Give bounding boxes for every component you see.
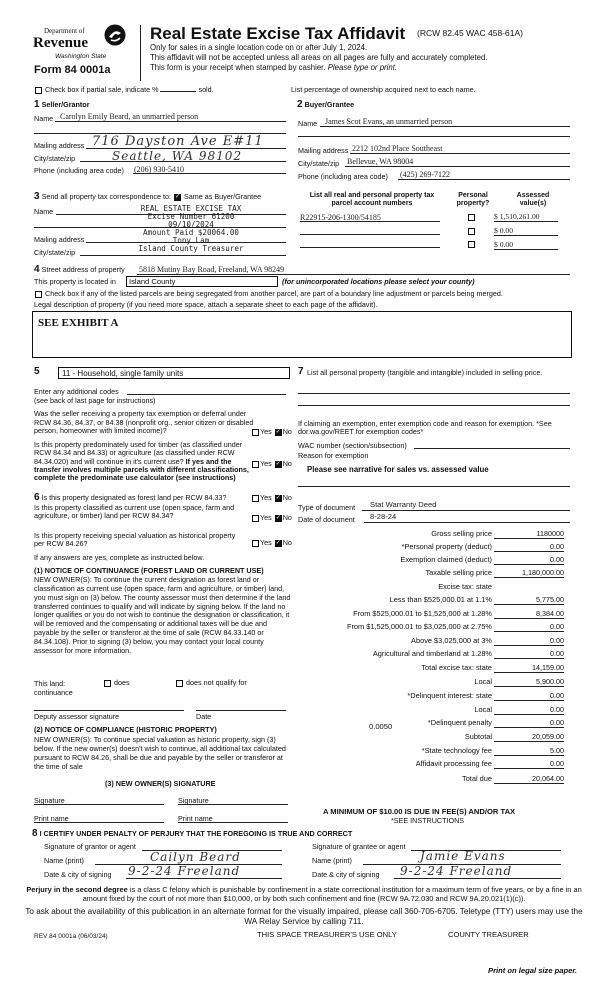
sec5-q2 [34,441,254,482]
sec5-q1-yes[interactable] [252,429,259,436]
sec6-q3: Is this property receiving special valuation as historical property per RCW 84.26? [34,531,236,549]
state-name: Washington State [55,53,107,60]
doc-type-label: Type of document [298,503,356,512]
grantor-name-label: Name (print) [44,856,84,865]
ownership-note: List percentage of ownership acquired next to each name. [291,85,476,94]
calc-label: *Delinquent interest: state [407,691,492,700]
sec3-label: Send all property tax correspondence to: [41,192,172,201]
tax-calculation [298,530,570,830]
new-owner-signature-2: Signature [178,796,209,805]
calc-value[interactable]: 1180000 [536,529,564,538]
stamp-line-1: REAL ESTATE EXCISE TAX [140,204,242,213]
qualify-does [103,679,130,687]
county-treasurer: COUNTY TREASURER [448,930,529,939]
sec6-q1-no[interactable] [275,495,282,502]
calc-label: Excise tax: state [438,582,492,591]
revision-number: REV 84 0001a (06/03/24) [34,933,108,940]
local-rate: 0.0050 [369,722,393,731]
grantor-date-label: Date & city of signing [44,870,112,879]
sec7-label: List all personal property (tangible and intangible) included in selling price. [307,368,543,377]
calc-value[interactable]: 20,059.00 [532,732,564,741]
sec6-q3-answer [251,539,292,547]
grantor-name-field[interactable]: Cailyn Beard [150,850,241,864]
sec4-street-row: 4 Street address of property [34,264,125,275]
assessed-value-2[interactable]: $ 0.00 [494,226,513,235]
new-owner-signature-1: Signature [34,796,65,805]
calc-label: Taxable selling price [425,568,492,577]
personal-property-checkbox-2[interactable] [468,228,475,235]
sec6-q2: Is this property classified as current use (open space, farm and agriculture, or timber) land per RCW 84.34? [34,503,235,521]
buyer-heading-text: Buyer/Grantee [304,100,355,109]
subtitle-3 [150,64,397,73]
stamp-line-4: Amount Paid $20064.00 [142,227,239,237]
revenue-logo [104,24,126,46]
see-instructions: *SEE INSTRUCTIONS [391,816,465,825]
subtitle-3-text: This form is your receipt when stamped by cashier. [150,63,326,72]
buyer-phone-label: Phone (including area code) [298,172,388,181]
no-label: No [282,538,292,547]
land-use-code-value: 11 - Household, single family units [62,369,184,378]
yes-label: Yes [260,513,272,522]
subtitle-1: Only for sales in a single location code on or after July 1, 2024. [150,43,368,52]
legal-desc-label: Legal description of property (if you need more space, attach a separate sheet to each page of the affidavit). [34,300,378,309]
partial-sale-sold: sold. [198,85,214,94]
doc-type-field[interactable]: Stat Warranty Deed [370,500,437,509]
assessed-value-3[interactable]: $ 0.00 [494,240,513,249]
calc-label: Above $3,025,000 at 3% [411,636,492,645]
sec6-q1-answer [251,494,292,502]
addl-codes-label: Enter any additional codes [34,387,119,396]
seller-heading: 1 Seller/Grantor [34,99,90,110]
buyer-name-field[interactable]: James Scot Evans, an unmarried person [325,117,453,126]
calc-label: From $1,525,000.01 to $3,025,000 at 2.75% [346,622,492,631]
sec6-q2-answer [251,514,292,522]
buyer-heading: 2 Buyer/Grantee [297,99,355,110]
land-use-code-select[interactable] [58,367,290,379]
segregate-checkbox[interactable] [35,291,42,298]
parcel-col-header: List all real and personal property tax parcel account numbers [309,192,435,208]
notice1-title: (1) NOTICE OF CONTINUANCE (FOREST LAND OR CURRENT USE) [34,566,264,575]
partial-sale-row [34,86,214,94]
calc-value[interactable]: 5,900.00 [536,677,564,686]
no-label: No [282,459,292,468]
calc-value[interactable]: 0.00 [550,555,564,564]
stamp-line-3: 09/10/2024 [168,219,214,229]
sec5-q1-answer [251,428,292,436]
minimum-due: A MINIMUM OF $10.00 IS DUE IN FEE(S) AND/OR TAX [323,807,516,816]
doc-date-label: Date of document [298,515,355,524]
stamp-line-6: Island County Treasurer [138,243,244,253]
segregate-row [34,290,503,298]
calc-value[interactable]: 20,064.00 [532,774,564,783]
grantor-date-field[interactable]: 9-2-24 Freeland [128,864,241,878]
sec8-certify-text: I CERTIFY UNDER PENALTY OF PERJURY THAT THE FOREGOING IS TRUE AND CORRECT [39,829,353,838]
perjury-text: is a class C felony which is punishable by confinement in a state correctional institution for a maximum term of five years, or by a fine in an amount fixed by the court of not more than $10,000, or by both such confinement and fine (RCW 9A.72.030 and RCW 9A.20.021(1)(c)). [82,885,582,903]
segregate-label: Check box if any of the listed parcels are being segregated from another parcel, are part of a boundary line adjustment or parcels being merged. [45,289,503,298]
stamp-line-5: Tony Lam [172,235,210,245]
calc-label: Agricultural and timberland at 1.28% [372,649,492,658]
seller-heading-text: Seller/Grantor [41,100,90,109]
notice2-body: NEW OWNER(S): To continue special valuation as historic property, sign (3) below. If the new owner(s) doesn't wish to continue, all additional tax calculated pursuant to RCW 84.26, shall be due and payable by the seller or transferor at the time of sale [34,735,286,771]
grantee-signature-label: Signature of grantee or agent [312,842,406,851]
sec4-located-note: (for unincorporated locations please select your county) [282,277,475,286]
yes-label: Yes [260,427,272,436]
grantee-date-label: Date & city of signing [312,870,380,879]
county-select[interactable] [126,276,278,287]
sec5-q2-answer [251,460,292,468]
calc-value[interactable]: 0.00 [550,705,564,714]
seller-name-label: Name [34,114,54,123]
partial-sale-checkbox[interactable] [35,87,42,94]
narrative-text: Please see narrative for sales vs. assessed value [307,465,489,474]
buyer-city-label: City/state/zip [298,159,340,168]
sec5-q2-yes[interactable] [252,461,259,468]
calc-label: *State technology fee [421,746,492,755]
grantee-date-field[interactable]: 9-2-24 Freeland [400,864,513,878]
sec6-q3-yes[interactable] [252,540,259,547]
seller-mailing-field[interactable]: 716 Dayston Ave E#11 [92,134,264,149]
calc-value[interactable]: 1,180,000.00 [522,568,564,577]
calc-value[interactable]: 8,384.00 [536,609,564,618]
personal-col-header: Personal property? [456,192,490,208]
sec6-q1: 6 Is this property designated as forest land per RCW 84.33? [34,492,227,503]
parcel-number-field[interactable]: R22915-206-1300/54185 [300,213,381,222]
seller-city-field[interactable]: Seattle, WA 98102 [112,149,243,163]
sec4-street-label: Street address of property [41,265,125,274]
buyer-city-field[interactable]: Bellevue, WA 98004 [347,157,414,166]
calc-value[interactable]: 0.00 [550,542,564,551]
partial-sale-label: Check box if partial sale, indicate % [45,85,159,94]
perjury-bold: Perjury in the second degree [26,885,128,894]
deputy-signature-label: Deputy assessor signature [34,712,120,721]
notice2-title: (2) NOTICE OF COMPLIANCE (HISTORIC PROPERTY) [34,725,217,734]
form-number: Form 84 0001a [34,64,111,76]
buyer-mailing-field[interactable]: 2212 102nd Place Southeast [352,144,443,153]
assessed-value-1[interactable]: $ 1,510,261.00 [494,212,540,221]
buyer-name-label: Name [298,119,318,128]
seller-mailing-label: Mailing address [34,141,85,150]
legal-description-text: SEE EXHIBIT A [38,317,119,329]
no-label: No [282,513,292,522]
sec3-heading: 3 Send all property tax correspondence to: ✓ Same as Buyer/Grantee [34,191,261,203]
dept-line: Department of [44,27,85,35]
perjury-notice [24,886,584,904]
sec6-ifany: If any answers are yes, complete as instructed below. [34,553,205,562]
sec3-city-label: City/state/zip [34,248,76,257]
calc-value[interactable]: 0.00 [550,718,564,727]
new-owner-print-2: Print name [178,814,213,823]
excise-paid-stamp [116,205,266,253]
calc-value[interactable]: 5.00 [550,746,564,755]
calc-label: Affidavit processing fee [415,759,492,768]
wac-label: WAC number (section/subsection) [298,441,407,450]
sec3-mailing-label: Mailing address [34,235,85,244]
sec5-number: 5 [34,366,40,377]
sec5-q2b: If yes and the transfer involves multiple parcels with different classifications, complete the predominate use calculator (see instructions) [34,456,249,483]
sec4-located-label: This property is located in [34,277,116,286]
calc-value[interactable]: 0.00 [550,759,564,768]
calc-value[interactable]: 0.00 [550,649,564,658]
see-back-label: (see back of last page for instructions) [34,396,156,405]
calc-label: Local [474,705,492,714]
assessed-col-header: Assessed value(s) [516,192,550,208]
deputy-date-label: Date [196,712,212,721]
form-rcw: (RCW 82.45 WAC 458-61A) [417,28,523,38]
calc-label: *Delinquent penalty [427,718,492,727]
same-as-buyer-checkbox[interactable] [174,194,181,201]
qualify-does-not-checkbox[interactable] [176,680,183,687]
yes-label: Yes [260,538,272,547]
dept-name: Revenue [33,35,88,51]
calc-value[interactable]: 0.00 [550,622,564,631]
county-select-value: Island County [129,277,176,286]
sec6-q3-no[interactable] [275,540,282,547]
alt-format-notice: To ask about the availability of this publication in an alternate format for the visually impaired, please call 360-705-6705. Teletype (TTY) users may use the WA Relay Service by calling 711. [25,907,583,926]
calc-value[interactable]: 14,159.00 [532,663,564,672]
calc-value[interactable]: 5,775.00 [536,595,564,604]
new-owner-print-1: Print name [34,814,69,823]
calc-label: Total excise tax: state [421,663,492,672]
buyer-phone-field[interactable]: (425) 269-7122 [400,170,450,179]
seller-phone-field[interactable]: (206) 930-5410 [134,165,184,174]
notice1-body: NEW OWNER(S): To continue the current designation as forest land or classification as current use (open space, farm and agriculture, or timber) land, you must sign on (3) below. The county assessor must then determine if the land transferred continues to qualify and will indicate by signing below. If the land no longer qualifies or you do not wish to continue the designation or classification, it will be removed and the compensating or additional taxes will be due and payable by the seller or transferor at the time of sale (RCW 84.33.140 or 84.34.108). Prior to signing (3) below, you may contact your local county assessor for more information. [34,575,291,655]
calc-value[interactable]: 0.00 [550,691,564,700]
grantee-name-label: Name (print) [312,856,352,865]
calc-label: Total due [462,774,492,783]
doc-date-field[interactable]: 8-28-24 [370,512,397,521]
calc-label: Gross selling price [431,529,492,538]
form-title: Real Estate Excise Tax Affidavit [150,24,406,43]
qualify-does-label: does [114,678,130,687]
personal-property-checkbox-1[interactable] [468,214,475,221]
yes-label: Yes [260,493,272,502]
no-label: No [282,427,292,436]
this-land-label: This land: [34,679,66,688]
calc-label: *Personal property (deduct) [401,542,492,551]
seller-city-label: City/state/zip [34,154,76,163]
sec7-number: 7 [298,366,304,377]
personal-property-checkbox-3[interactable] [468,241,475,248]
sec5-q2a: Is this property predominately used for timber (as classified under RCW 84.34 and 84.33) or agriculture (as classified under RCW 84.34.020) and will continue in it's current use? [34,440,243,466]
treasurer-space: THIS SPACE TREASURER'S USE ONLY [257,930,397,939]
calc-label: Local [474,677,492,686]
property-street-field[interactable]: 5818 Mutiny Bay Road, Freeland, WA 98249 [139,265,285,274]
calc-label: Exemption claimed (deduct) [400,555,492,564]
sec6-q1-yes[interactable] [252,495,259,502]
reason-label: Reason for exemption [298,451,369,460]
header-divider [140,25,141,81]
continuance-label: continuance [34,688,73,697]
sec8-certify: 8 I CERTIFY UNDER PENALTY OF PERJURY THAT THE FOREGOING IS TRUE AND CORRECT [32,828,353,839]
sec3-name-label: Name [34,207,54,216]
exemption-label: If claiming an exemption, enter exemption code and reason for exemption. *See dor.wa.gov/REET for exemption codes* [298,419,552,437]
sec6-q2-no[interactable] [275,515,282,522]
sec5-q1: Was the seller receiving a property tax exemption or deferral under RCW 84.36, 84.37, or 84.38 (nonprofit org., senior citizen or disabled person, homeowner with limited income)? [34,409,254,436]
qualify-does-not [175,679,247,687]
buyer-mailing-label: Mailing address [298,146,349,155]
seller-phone-label: Phone (including area code) [34,166,124,175]
sec6-q1-text: Is this property designated as forest land per RCW 84.33? [41,493,227,502]
sec5-q2-no[interactable] [275,461,282,468]
yes-label: Yes [260,459,272,468]
seller-name-field[interactable]: Carolyn Emily Beard, an unmarried person [60,112,199,121]
grantee-name-field[interactable]: Jamie Evans [420,849,506,863]
subtitle-3-italic: Please type or print. [327,63,398,72]
notice3-title: (3) NEW OWNER(S) SIGNATURE [105,779,216,788]
sec3-same: Same as Buyer/Grantee [184,192,262,201]
no-label: No [282,493,292,502]
calc-label: Subtotal [464,732,492,741]
qualify-does-not-label: does not qualify for [186,678,247,687]
grantor-signature-label: Signature of grantor or agent [44,842,136,851]
qualify-does-checkbox[interactable] [104,680,111,687]
calc-label: From $525,000.01 to $1,525,000 at 1.28% [353,609,492,618]
subtitle-2: This affidavit will not be accepted unless all areas on all pages are fully and accurately completed. [150,53,488,62]
legal-paper-note: Print on legal size paper. [488,966,578,975]
calc-label: Less than $525,000.01 at 1.1% [389,595,492,604]
legal-description-box[interactable] [32,311,572,358]
sec6-q2-yes[interactable] [252,515,259,522]
stamp-line-2: Excise Number 61200 [147,211,235,221]
calc-value[interactable]: 0.00 [550,636,564,645]
sec5-q1-no[interactable] [275,429,282,436]
